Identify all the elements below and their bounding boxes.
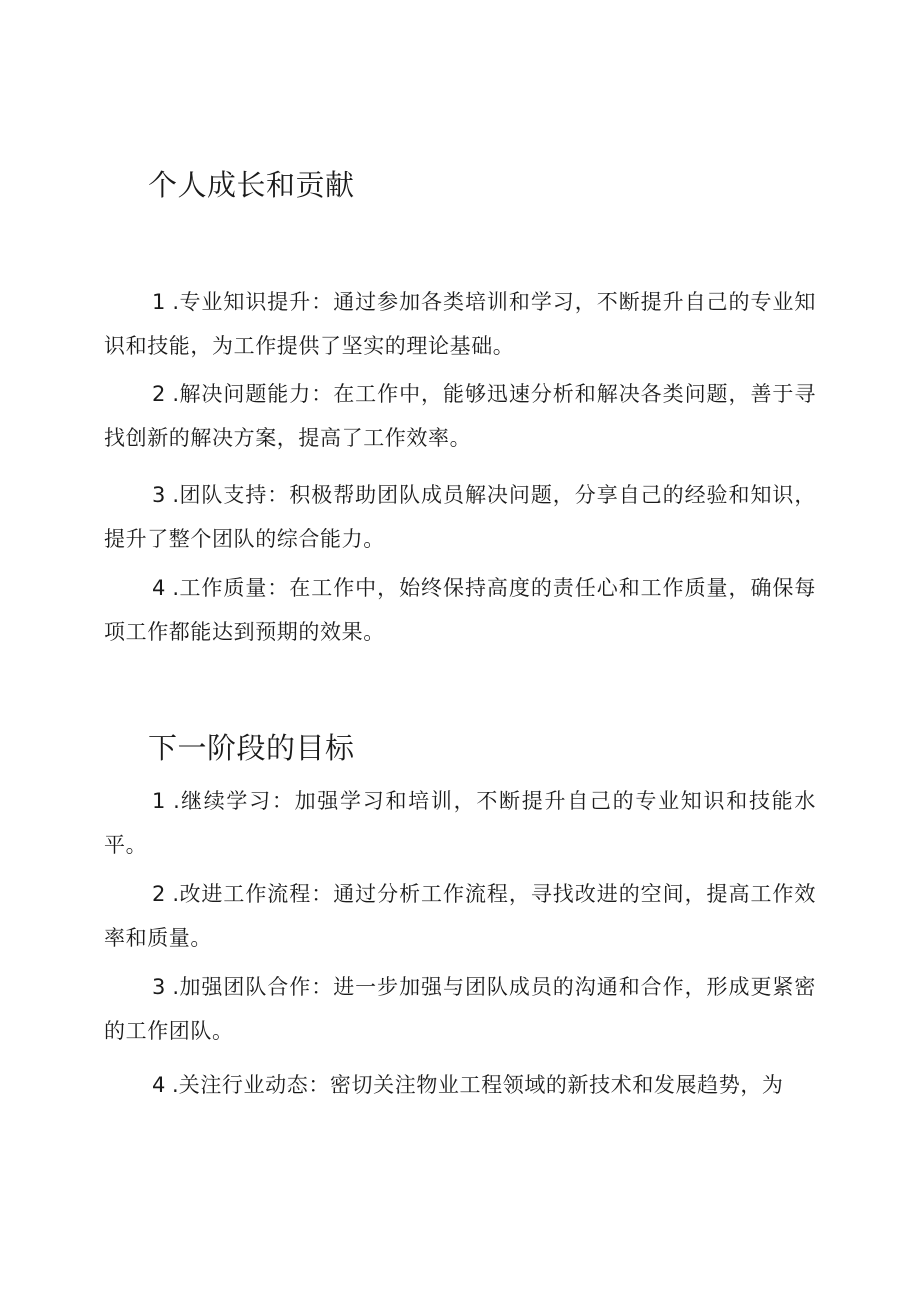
item-text: 关注行业动态：密切关注物业工程领域的新技术和发展趋势，为 xyxy=(178,1073,784,1097)
item-text: 加强团队合作：进一步加强与团队成员的沟通和合作，形成更紧密的工作团队。 xyxy=(104,975,816,1043)
item-text: 改进工作流程：通过分析工作流程，寻找改进的空间，提高工作效率和质量。 xyxy=(104,882,816,950)
item-text: 解决问题能力：在工作中，能够迅速分析和解决各类问题，善于寻找创新的解决方案，提高了工作效率。 xyxy=(104,382,816,450)
list-item xyxy=(104,1063,816,1107)
item-number: 3 . xyxy=(152,975,179,999)
section-title-personal-growth: 个人成长和贡献 xyxy=(148,168,355,202)
item-number: 4 . xyxy=(152,1073,179,1097)
list-item xyxy=(104,473,816,561)
list-item xyxy=(104,779,816,867)
list-item xyxy=(104,566,816,654)
list-item xyxy=(104,872,816,960)
list-item xyxy=(104,965,816,1053)
item-text: 团队支持：积极帮助团队成员解决问题，分享自己的经验和知识，提升了整个团队的综合能力。 xyxy=(104,483,816,551)
item-number: 2 . xyxy=(152,882,179,906)
item-number: 2 . xyxy=(152,382,179,406)
item-number: 1 . xyxy=(152,290,179,314)
item-text: 继续学习：加强学习和培训，不断提升自己的专业知识和技能水平。 xyxy=(104,789,816,857)
item-number: 3 . xyxy=(152,483,179,507)
list-item xyxy=(104,372,816,460)
section-title-next-goals: 下一阶段的目标 xyxy=(148,731,355,765)
item-number: 1 . xyxy=(152,789,180,813)
item-number: 4 . xyxy=(152,576,179,600)
list-item xyxy=(104,280,816,368)
item-text: 工作质量：在工作中，始终保持高度的责任心和工作质量，确保每项工作都能达到预期的效果。 xyxy=(104,576,816,644)
item-text: 专业知识提升：通过参加各类培训和学习，不断提升自己的专业知识和技能，为工作提供了坚实的理论基础。 xyxy=(104,290,816,358)
